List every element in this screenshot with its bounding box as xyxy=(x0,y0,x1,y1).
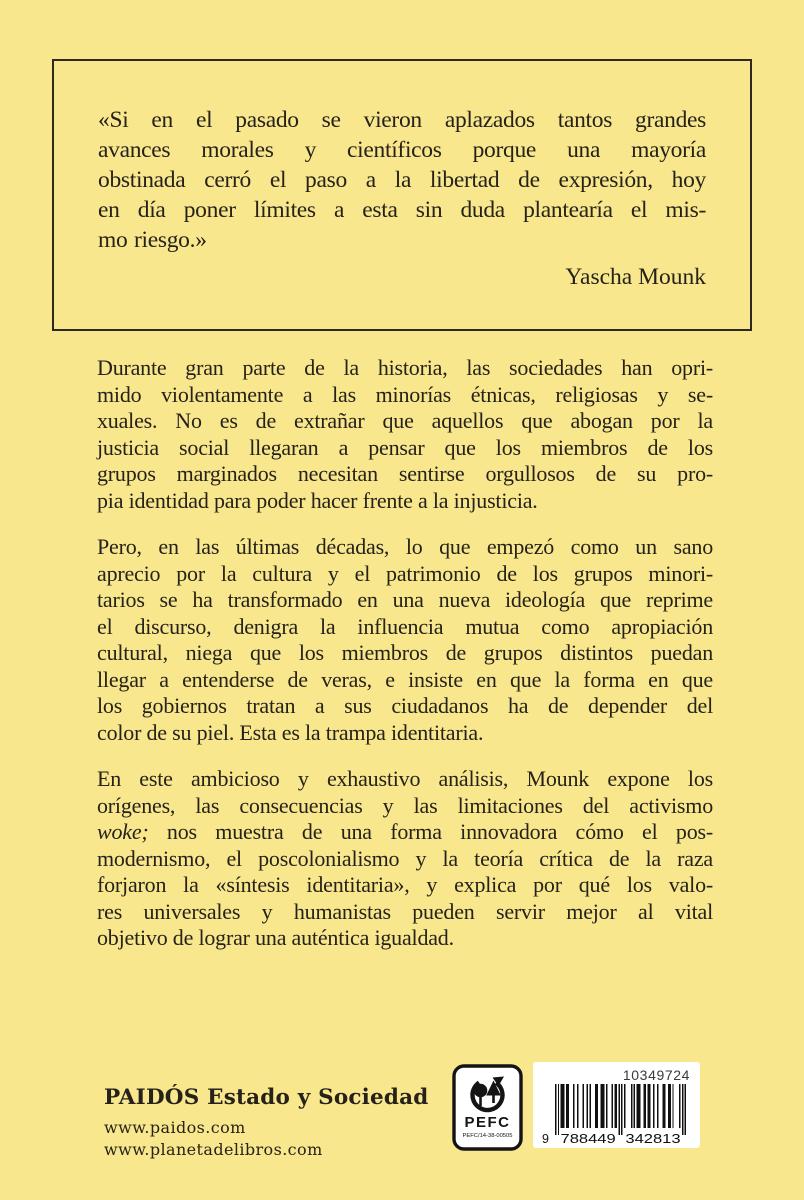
text-line xyxy=(98,165,706,195)
text-line xyxy=(97,693,713,720)
text-segment: Pero, en las últimas décadas, lo que empezó como un sano xyxy=(97,534,713,559)
publisher-url-planetadelibros: www.planetadelibros.com xyxy=(104,1140,323,1159)
text-segment: mido violentamente a las minorías étnicas, religiosas y se- xyxy=(97,381,713,407)
text-line xyxy=(97,667,713,694)
text-line xyxy=(97,534,713,561)
synopsis-paragraph xyxy=(97,355,713,514)
text-line xyxy=(97,720,713,747)
text-segment: «Si en el pasado se vieron aplazados tantos grandes xyxy=(98,107,706,133)
text-line xyxy=(97,793,713,820)
text-segment: objetivo de lograr una auténtica igualdad. xyxy=(97,925,454,950)
text-line xyxy=(97,435,713,462)
publisher-url-paidos: www.paidos.com xyxy=(104,1118,246,1137)
text-segment: en día poner límites a esta sin duda plantearía el mis- xyxy=(98,197,706,223)
barcode-top-number: 10349724 xyxy=(622,1067,690,1083)
text-line xyxy=(97,766,713,793)
text-segment: cultural, niega que los miembros de grupos distintos puedan xyxy=(97,640,713,665)
text-line xyxy=(97,899,713,926)
pefc-cert-number: PEFC/14-38-00505 xyxy=(462,1133,513,1139)
barcode-digits: 9 xyxy=(542,1132,549,1146)
text-segment: los gobiernos tratan a sus ciudadanos ha de depender del xyxy=(97,693,713,718)
text-segment: modernismo, el poscolonialismo y la teoría crítica de la raza xyxy=(97,845,713,871)
text-line xyxy=(98,225,706,255)
italic-text: woke; xyxy=(97,819,149,844)
text-line xyxy=(97,614,713,641)
ean13-barcode xyxy=(540,1084,692,1146)
pefc-label: PEFC xyxy=(464,1114,511,1131)
text-segment: pia identidad para poder hacer frente a la injusticia. xyxy=(97,487,538,513)
text-segment: En este ambicioso y exhaustivo análisis, Mounk expone los xyxy=(97,766,713,791)
quote-attribution: Yascha Mounk xyxy=(565,264,706,290)
barcode xyxy=(533,1062,700,1148)
text-segment: xuales. No es de extrañar que aquellos que abogan por la xyxy=(97,408,713,433)
text-line xyxy=(97,640,713,667)
text-segment: grupos marginados necesitan sentirse orgullosos de su pro- xyxy=(97,461,713,486)
text-line xyxy=(97,408,713,435)
text-segment: nos muestra de una forma innovadora cómo el pos- xyxy=(148,819,713,844)
text-segment: el discurso, denigra la influencia mutua como apropiación xyxy=(97,613,713,639)
text-line xyxy=(97,561,713,588)
text-segment: mo riesgo.» xyxy=(98,227,207,253)
text-line xyxy=(98,135,706,165)
barcode-digits: 788449 xyxy=(560,1132,616,1146)
publisher-block xyxy=(104,1086,429,1161)
text-line xyxy=(97,488,713,515)
text-line xyxy=(97,461,713,488)
quote-text xyxy=(98,105,706,255)
text-segment: res universales y humanistas pueden servir mejor al vital xyxy=(97,898,713,924)
text-segment: orígenes, las consecuencias y las limitaciones del activismo xyxy=(97,792,713,818)
text-segment: Durante gran parte de la historia, las sociedades han opri- xyxy=(97,355,713,380)
text-line xyxy=(97,925,713,952)
synopsis-paragraph xyxy=(97,534,713,746)
text-line xyxy=(97,872,713,899)
text-line xyxy=(97,382,713,409)
text-segment: llegar a entenderse de veras, e insiste en que la forma en que xyxy=(97,666,713,692)
text-line xyxy=(97,846,713,873)
barcode-digits: 342813 xyxy=(625,1132,681,1146)
text-line xyxy=(98,195,706,225)
text-segment: aprecio por la cultura y el patrimonio de los grupos minori- xyxy=(97,560,713,586)
text-segment: avances morales y científicos porque una mayoría xyxy=(98,137,706,163)
text-line xyxy=(97,819,713,846)
text-segment: forjaron la «síntesis identitaria», y explica por qué los valo- xyxy=(97,872,713,897)
text-line xyxy=(97,355,713,382)
text-segment: justicia social llegaran a pensar que los miembros de los xyxy=(97,434,713,460)
imprint-name: PAIDÓS Estado y Sociedad xyxy=(104,1085,429,1110)
pefc-logo xyxy=(452,1064,523,1151)
text-segment: obstinada cerró el paso a la libertad de expresión, hoy xyxy=(98,167,706,193)
text-line xyxy=(97,587,713,614)
synopsis xyxy=(97,355,713,972)
pefc-trees-icon xyxy=(452,1064,523,1151)
synopsis-paragraph xyxy=(97,766,713,952)
quote-box xyxy=(52,59,752,331)
text-segment: color de su piel. Esta es la trampa identitaria. xyxy=(97,719,484,745)
text-line xyxy=(98,105,706,135)
text-segment: tarios se ha transformado en una nueva ideología que reprime xyxy=(97,587,713,612)
